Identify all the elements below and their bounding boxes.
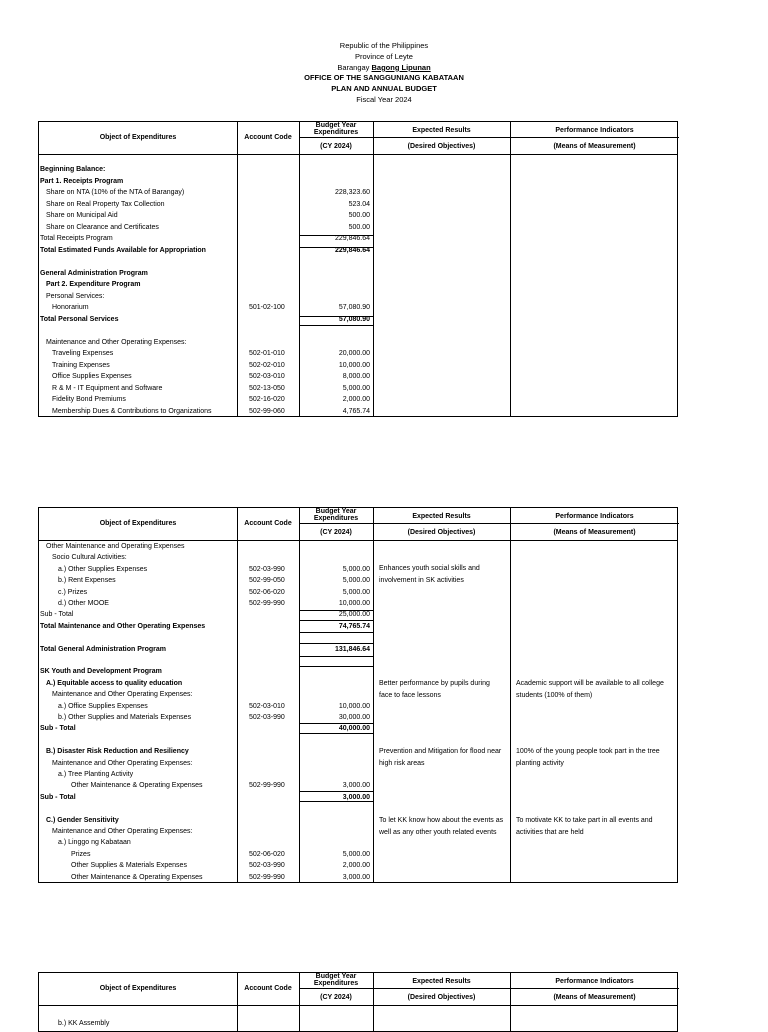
row-label: a.) Tree Planting Activity	[58, 771, 134, 778]
row-label: Total General Administration Program	[40, 645, 167, 653]
table-row	[39, 837, 677, 848]
amount-underline	[299, 791, 373, 792]
header-budget-line1: Budget Year	[315, 122, 357, 129]
header-budget-line1: Budget Year	[315, 508, 357, 515]
table-row	[39, 406, 677, 417]
row-label: b.) KK Assembly	[58, 1020, 110, 1027]
row-label: Traveling Expenses	[52, 350, 114, 357]
table-row	[39, 210, 677, 221]
row-label: c.) Prizes	[58, 588, 88, 596]
row-account-code: 502-03-990	[249, 862, 285, 870]
header-budget-line2: Expenditures	[313, 980, 359, 987]
row-account-code: 502-02-010	[249, 361, 285, 369]
table-row	[39, 780, 677, 791]
document-header	[0, 41, 768, 106]
header-budget-year: (CY 2024)	[320, 529, 352, 536]
table-row	[39, 735, 677, 746]
budget-table-1	[38, 121, 678, 417]
row-label: Other Maintenance and Operating Expenses	[46, 543, 185, 550]
row-label: Total Receipts Program	[40, 235, 113, 242]
row-amount: 5,000.00	[342, 384, 370, 392]
header-expected-sub: (Desired Objectives)	[407, 994, 476, 1001]
row-label: Sub - Total	[40, 725, 76, 733]
row-amount: 3,000.00	[342, 793, 370, 801]
expected-result-socio: Enhances youth social skills and involvement in SK activities	[379, 565, 480, 584]
table-row	[39, 712, 677, 723]
header-barangay	[0, 63, 768, 74]
row-amount: 228,323.60	[334, 189, 370, 196]
row-amount: 5,000.00	[342, 588, 370, 596]
amount-underline	[299, 643, 373, 644]
table-row	[39, 609, 677, 620]
row-label: Beginning Balance:	[40, 166, 106, 173]
row-account-code: 502-03-990	[249, 565, 285, 573]
row-amount: 2,000.00	[342, 862, 370, 870]
row-label: Share on Real Property Tax Collection	[46, 200, 165, 208]
amount-underline	[299, 733, 373, 734]
table-row	[39, 176, 677, 187]
budget-table-2	[38, 507, 678, 883]
amount-underline	[299, 610, 373, 611]
row-label: Total Personal Services	[40, 315, 119, 323]
header-plan: PLAN AND ANNUAL BUDGET	[331, 84, 437, 94]
row-amount: 3,000.00	[342, 873, 370, 881]
header-object: Object of Expenditures	[99, 134, 177, 141]
header-budget-line2: Expenditures	[313, 515, 359, 522]
row-account-code: 501-02-100	[249, 304, 285, 311]
table-row	[39, 268, 677, 279]
table-row	[39, 803, 677, 814]
row-label: a.) Office Supplies Expenses	[58, 702, 148, 710]
row-amount: 20,000.00	[338, 350, 370, 357]
header-performance: Performance Indicators	[555, 127, 634, 134]
row-account-code: 502-99-990	[249, 782, 285, 790]
row-amount: 523.04	[348, 200, 370, 208]
header-object: Object of Expenditures	[99, 520, 177, 527]
table-row	[39, 256, 677, 267]
row-amount: 10,000.00	[338, 361, 370, 369]
row-label: Prizes	[71, 850, 91, 858]
table-row	[39, 164, 677, 175]
table-header	[39, 122, 677, 155]
row-label: Maintenance and Other Operating Expenses:	[46, 338, 187, 346]
amount-underline	[299, 620, 373, 621]
header-object: Object of Expenditures	[99, 985, 177, 992]
row-label: Sub - Total	[40, 793, 76, 801]
header-budget-year: (CY 2024)	[320, 994, 352, 1001]
header-account: Account Code	[244, 985, 292, 992]
row-label: Share on Clearance and Certificates	[46, 223, 159, 231]
header-budget-line1: Budget Year	[315, 973, 357, 980]
barangay-prefix: Barangay	[337, 62, 372, 72]
row-label: b.) Other Supplies and Materials Expenses	[58, 714, 192, 721]
row-amount: 229,846.64	[334, 246, 370, 254]
row-amount: 10,000.00	[338, 600, 370, 607]
table-row	[39, 872, 677, 883]
row-label: b.) Rent Expenses	[58, 577, 116, 585]
table-row	[39, 302, 677, 313]
header-expected-sub: (Desired Objectives)	[407, 529, 476, 536]
row-account-code: 502-06-020	[249, 850, 285, 858]
row-amount: 10,000.00	[338, 702, 370, 710]
row-account-code: 502-13-050	[249, 384, 285, 392]
row-label: Sub - Total	[40, 611, 74, 619]
table-row	[39, 187, 677, 198]
table-row	[39, 632, 677, 643]
row-account-code: 502-99-050	[249, 577, 285, 585]
amount-underline	[299, 666, 373, 667]
expected-result-gender: To let KK know how about the events as well as any other youth related events	[379, 817, 504, 836]
table-row	[39, 279, 677, 290]
table-row	[39, 849, 677, 860]
expected-result-education: Better performance by pupils during face to face lessons	[379, 680, 490, 699]
row-account-code: 502-03-010	[249, 702, 285, 710]
row-label: a.) Linggo ng Kabataan	[58, 839, 131, 847]
table-row	[39, 348, 677, 359]
row-amount: 74,765.74	[338, 622, 370, 630]
amount-underline	[299, 801, 373, 802]
row-label: Part 1. Receipts Program	[40, 177, 124, 185]
row-label: Total Estimated Funds Available for Appropriation	[40, 246, 206, 254]
row-amount: 57,080.90	[338, 315, 370, 323]
row-label: Share on Municipal Aid	[46, 212, 118, 219]
table-row	[39, 337, 677, 348]
row-label: d.) Other MOOE	[58, 600, 109, 607]
row-amount: 500.00	[348, 223, 370, 231]
row-account-code: 502-99-990	[249, 600, 285, 607]
table-row	[39, 564, 677, 575]
row-amount: 5,000.00	[342, 565, 370, 573]
row-label: R & M - IT Equipment and Software	[52, 384, 163, 392]
row-label: Other Maintenance & Operating Expenses	[71, 873, 203, 881]
row-label: Total Maintenance and Other Operating Expenses	[40, 622, 206, 630]
row-amount: 5,000.00	[342, 850, 370, 858]
row-amount: 500.00	[348, 212, 370, 219]
header-republic: Republic of the Philippines	[339, 41, 429, 50]
table-row	[39, 199, 677, 210]
table-row	[39, 587, 677, 598]
row-amount: 8,000.00	[342, 373, 370, 380]
table-row	[39, 360, 677, 371]
row-amount: 4,765.74	[342, 407, 370, 415]
row-account-code: 502-01-010	[249, 350, 285, 357]
row-label: Maintenance and Other Operating Expenses:	[52, 691, 193, 699]
row-label: Personal Services:	[46, 292, 105, 300]
header-province: Province of Leyte	[355, 51, 413, 61]
table-header	[39, 973, 677, 1006]
table-row	[39, 860, 677, 871]
header-account: Account Code	[244, 520, 292, 527]
table-row	[39, 325, 677, 336]
header-performance-sub: (Means of Measurement)	[553, 994, 636, 1001]
header-expected: Expected Results	[412, 127, 471, 134]
row-label: General Administration Program	[40, 269, 148, 277]
table-row	[39, 394, 677, 405]
table-row	[39, 371, 677, 382]
row-label: Part 2. Expenditure Program	[46, 281, 141, 288]
table-row	[39, 383, 677, 394]
row-amount: 3,000.00	[342, 782, 370, 790]
row-account-code: 502-99-990	[249, 873, 285, 881]
barangay-name: Bagong Lipunan	[371, 62, 431, 72]
table-row	[39, 621, 677, 632]
table-row	[39, 644, 677, 655]
row-amount: 57,080.90	[338, 304, 370, 311]
row-label: C.) Gender Sensitivity	[46, 816, 119, 824]
header-expected: Expected Results	[412, 978, 471, 985]
row-account-code: 502-06-020	[249, 588, 285, 596]
amount-underline	[299, 235, 373, 236]
row-account-code: 502-03-990	[249, 714, 285, 721]
budget-table-3	[38, 972, 678, 1032]
row-label: Training Expenses	[52, 361, 110, 369]
indicator-education: Academic support will be available to all college students (100% of them)	[516, 680, 664, 699]
header-performance: Performance Indicators	[555, 513, 634, 520]
header-fiscal-year: Fiscal Year 2024	[356, 94, 412, 104]
expected-result-drr: Prevention and Mitigation for flood near high risk areas	[379, 748, 502, 767]
row-label: Other Supplies & Materials Expenses	[71, 862, 187, 870]
row-label: a.) Other Supplies Expenses	[58, 565, 148, 573]
row-label: Honorarium	[52, 304, 89, 311]
table-row	[39, 575, 677, 586]
table-row	[39, 541, 677, 552]
table-row	[39, 701, 677, 712]
row-amount: 5,000.00	[342, 577, 370, 585]
table-row	[39, 552, 677, 563]
indicator-drr: 100% of the young people took part in the tree planting activity	[516, 748, 660, 767]
row-account-code: 502-99-060	[249, 407, 285, 415]
table-row	[39, 769, 677, 780]
row-amount: 30,000.00	[338, 714, 370, 721]
header-budget-line2: Expenditures	[313, 129, 359, 136]
row-label: Maintenance and Other Operating Expenses:	[52, 759, 193, 767]
table-row	[39, 598, 677, 609]
table-header	[39, 508, 677, 541]
row-amount: 2,000.00	[342, 396, 370, 403]
amount-underline	[299, 656, 373, 657]
row-label: Socio Cultural Activities:	[52, 554, 127, 562]
amount-underline	[299, 325, 373, 326]
table-row	[39, 222, 677, 233]
row-label: Other Maintenance & Operating Expenses	[71, 782, 203, 790]
row-label: Office Supplies Expenses	[52, 373, 132, 380]
table-row	[39, 666, 677, 677]
row-label: Membership Dues & Contributions to Organizations	[52, 407, 212, 415]
header-expected: Expected Results	[412, 513, 471, 520]
table-row	[39, 291, 677, 302]
header-budget-year: (CY 2024)	[320, 143, 352, 150]
header-performance-sub: (Means of Measurement)	[553, 529, 636, 536]
header-account: Account Code	[244, 134, 292, 141]
row-label: A.) Equitable access to quality education	[46, 679, 183, 687]
amount-underline	[299, 723, 373, 724]
row-label: Maintenance and Other Operating Expenses:	[52, 828, 193, 835]
amount-underline	[299, 316, 373, 317]
row-label: Share on NTA (10% of the NTA of Barangay)	[46, 189, 185, 196]
row-amount: 229,846.64	[334, 235, 370, 242]
row-label: Fidelity Bond Premiums	[52, 396, 126, 403]
amount-underline	[299, 247, 373, 248]
header-office: OFFICE OF THE SANGGUNIANG KABATAAN	[304, 73, 464, 83]
row-amount: 40,000.00	[338, 725, 370, 733]
row-account-code: 502-16-020	[249, 396, 285, 403]
row-amount: 25,000.00	[338, 611, 370, 619]
indicator-gender: To motivate KK to take part in all events and activities that are held	[516, 817, 653, 836]
header-performance: Performance Indicators	[555, 978, 634, 985]
header-expected-sub: (Desired Objectives)	[407, 143, 476, 150]
row-label: SK Youth and Development Program	[40, 668, 162, 676]
row-amount: 131,846.64	[334, 645, 370, 653]
row-label: B.) Disaster Risk Reduction and Resiliency	[46, 748, 189, 756]
row-account-code: 502-03-010	[249, 373, 285, 380]
header-performance-sub: (Means of Measurement)	[553, 143, 636, 150]
amount-underline	[299, 632, 373, 633]
